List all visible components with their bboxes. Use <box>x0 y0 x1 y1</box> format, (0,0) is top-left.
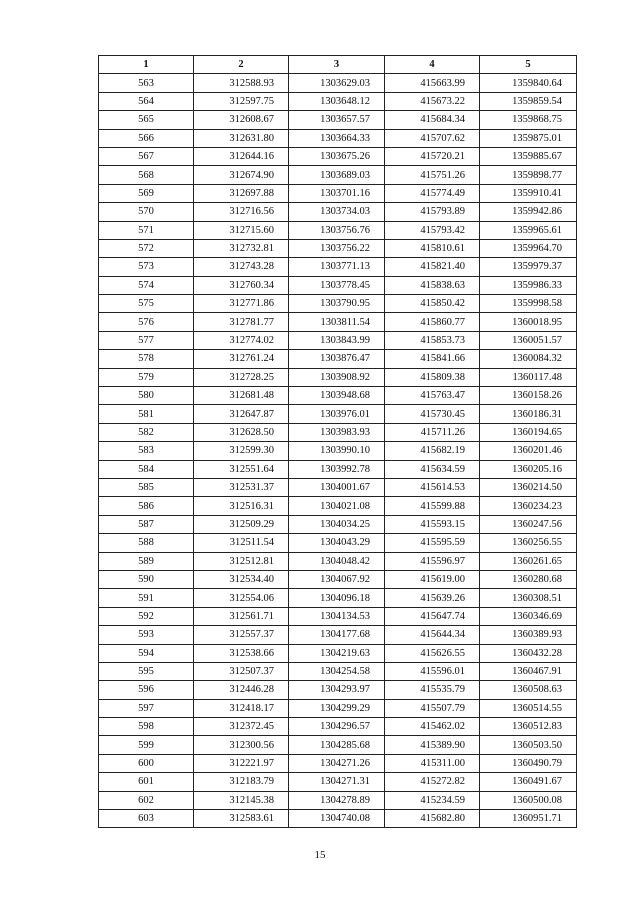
table-cell-col-3: 1304293.97 <box>289 681 385 699</box>
table-cell-col-2: 312761.24 <box>194 350 289 368</box>
table-cell-col-3: 1304096.18 <box>289 589 385 607</box>
table-cell-col-3: 1303771.13 <box>289 258 385 276</box>
table-cell-col-1: 579 <box>99 368 194 386</box>
table-cell-col-4: 415663.99 <box>385 74 480 92</box>
table-cell-col-1: 596 <box>99 681 194 699</box>
table-cell-col-2: 312531.37 <box>194 478 289 496</box>
table-cell-col-5: 1359964.70 <box>480 239 577 257</box>
table-cell-col-3: 1304034.25 <box>289 515 385 533</box>
table-cell-col-1: 568 <box>99 166 194 184</box>
table-cell-col-3: 1303657.57 <box>289 111 385 129</box>
table-cell-col-1: 580 <box>99 387 194 405</box>
table-cell-col-3: 1304021.08 <box>289 497 385 515</box>
table-cell-col-3: 1303664.33 <box>289 129 385 147</box>
table-row <box>99 184 577 202</box>
table-cell-col-5: 1360514.55 <box>480 699 577 717</box>
table-row <box>99 295 577 313</box>
header-row <box>99 56 577 74</box>
table-cell-col-5: 1360389.93 <box>480 626 577 644</box>
table-cell-col-1: 586 <box>99 497 194 515</box>
table-cell-col-2: 312599.30 <box>194 442 289 460</box>
table-cell-col-2: 312512.81 <box>194 552 289 570</box>
table-cell-col-5: 1360018.95 <box>480 313 577 331</box>
table-cell-col-4: 415860.77 <box>385 313 480 331</box>
table-cell-col-2: 312372.45 <box>194 718 289 736</box>
table-cell-col-2: 312597.75 <box>194 92 289 110</box>
table-cell-col-4: 415730.45 <box>385 405 480 423</box>
table-cell-col-3: 1303629.03 <box>289 74 385 92</box>
table-cell-col-5: 1360214.50 <box>480 478 577 496</box>
table-cell-col-3: 1303843.99 <box>289 331 385 349</box>
table-cell-col-5: 1360280.68 <box>480 570 577 588</box>
table-cell-col-4: 415462.02 <box>385 718 480 736</box>
table-row <box>99 681 577 699</box>
table-cell-col-4: 415593.15 <box>385 515 480 533</box>
table-row <box>99 111 577 129</box>
column-header-1: 1 <box>99 56 194 74</box>
table-cell-col-3: 1304254.58 <box>289 662 385 680</box>
table-cell-col-1: 597 <box>99 699 194 717</box>
table-cell-col-5: 1359885.67 <box>480 147 577 165</box>
table-cell-col-4: 415821.40 <box>385 258 480 276</box>
table-cell-col-5: 1360247.56 <box>480 515 577 533</box>
table-cell-col-5: 1359942.86 <box>480 203 577 221</box>
table-row <box>99 589 577 607</box>
table-cell-col-4: 415810.61 <box>385 239 480 257</box>
table-cell-col-4: 415838.63 <box>385 276 480 294</box>
table-cell-col-4: 415853.73 <box>385 331 480 349</box>
table-cell-col-2: 312715.60 <box>194 221 289 239</box>
table-cell-col-2: 312534.40 <box>194 570 289 588</box>
table-cell-col-2: 312760.34 <box>194 276 289 294</box>
table-cell-col-2: 312300.56 <box>194 736 289 754</box>
table-row <box>99 552 577 570</box>
table-cell-col-2: 312511.54 <box>194 534 289 552</box>
table-cell-col-5: 1359898.77 <box>480 166 577 184</box>
table-cell-col-1: 565 <box>99 111 194 129</box>
table-cell-col-5: 1360346.69 <box>480 607 577 625</box>
table-cell-col-1: 585 <box>99 478 194 496</box>
table-cell-col-3: 1303976.01 <box>289 405 385 423</box>
page-number: 15 <box>314 849 326 861</box>
table-row <box>99 221 577 239</box>
table-cell-col-2: 312507.37 <box>194 662 289 680</box>
table-cell-col-4: 415626.55 <box>385 644 480 662</box>
table-cell-col-2: 312538.66 <box>194 644 289 662</box>
table-cell-col-1: 589 <box>99 552 194 570</box>
table-row <box>99 331 577 349</box>
table-body <box>99 74 577 828</box>
table-row <box>99 258 577 276</box>
table-cell-col-3: 1304134.53 <box>289 607 385 625</box>
table-cell-col-1: 575 <box>99 295 194 313</box>
table-cell-col-1: 581 <box>99 405 194 423</box>
column-header-3: 3 <box>289 56 385 74</box>
table-cell-col-2: 312557.37 <box>194 626 289 644</box>
table-cell-col-5: 1360201.46 <box>480 442 577 460</box>
table-row <box>99 147 577 165</box>
table-cell-col-2: 312516.31 <box>194 497 289 515</box>
table-row <box>99 736 577 754</box>
table-row <box>99 405 577 423</box>
table-cell-col-5: 1360158.26 <box>480 387 577 405</box>
table-cell-col-2: 312583.61 <box>194 810 289 828</box>
table-row <box>99 810 577 828</box>
table-cell-col-2: 312561.71 <box>194 607 289 625</box>
table-cell-col-5: 1359859.54 <box>480 92 577 110</box>
table-cell-col-4: 415614.53 <box>385 478 480 496</box>
table-cell-col-4: 415850.42 <box>385 295 480 313</box>
table-cell-col-4: 415644.34 <box>385 626 480 644</box>
column-header-4: 4 <box>385 56 480 74</box>
table-row <box>99 497 577 515</box>
table-cell-col-4: 415311.00 <box>385 754 480 772</box>
table-cell-col-3: 1303648.12 <box>289 92 385 110</box>
table-cell-col-1: 573 <box>99 258 194 276</box>
table-cell-col-2: 312145.38 <box>194 791 289 809</box>
table-cell-col-5: 1359998.58 <box>480 295 577 313</box>
table-cell-col-4: 415599.88 <box>385 497 480 515</box>
table-cell-col-3: 1303790.95 <box>289 295 385 313</box>
table-cell-col-4: 415389.90 <box>385 736 480 754</box>
coordinates-table <box>98 55 577 828</box>
table-cell-col-3: 1303701.16 <box>289 184 385 202</box>
table-cell-col-3: 1304271.26 <box>289 754 385 772</box>
table-row <box>99 570 577 588</box>
table-cell-col-4: 415751.26 <box>385 166 480 184</box>
table-row <box>99 662 577 680</box>
table-cell-col-2: 312446.28 <box>194 681 289 699</box>
table-cell-col-2: 312771.86 <box>194 295 289 313</box>
table-cell-col-1: 567 <box>99 147 194 165</box>
table-cell-col-2: 312551.64 <box>194 460 289 478</box>
table-cell-col-1: 592 <box>99 607 194 625</box>
table-cell-col-1: 599 <box>99 736 194 754</box>
table-cell-col-2: 312681.48 <box>194 387 289 405</box>
table-cell-col-3: 1303778.45 <box>289 276 385 294</box>
table-cell-col-4: 415682.80 <box>385 810 480 828</box>
table-cell-col-5: 1359910.41 <box>480 184 577 202</box>
table-cell-col-4: 415793.89 <box>385 203 480 221</box>
table-cell-col-3: 1304740.08 <box>289 810 385 828</box>
table-cell-col-2: 312728.25 <box>194 368 289 386</box>
table-cell-col-4: 415639.26 <box>385 589 480 607</box>
table-cell-col-1: 566 <box>99 129 194 147</box>
table-cell-col-4: 415619.00 <box>385 570 480 588</box>
table-cell-col-2: 312732.81 <box>194 239 289 257</box>
table-cell-col-5: 1360951.71 <box>480 810 577 828</box>
table-cell-col-5: 1360117.48 <box>480 368 577 386</box>
table-cell-col-5: 1360084.32 <box>480 350 577 368</box>
table-cell-col-1: 564 <box>99 92 194 110</box>
table-cell-col-3: 1303734.03 <box>289 203 385 221</box>
table-cell-col-5: 1359979.37 <box>480 258 577 276</box>
table-cell-col-2: 312697.88 <box>194 184 289 202</box>
table-cell-col-4: 415272.82 <box>385 773 480 791</box>
table-cell-col-3: 1303756.22 <box>289 239 385 257</box>
table-cell-col-5: 1360261.65 <box>480 552 577 570</box>
table-row <box>99 718 577 736</box>
table-cell-col-5: 1360512.83 <box>480 718 577 736</box>
table-row <box>99 129 577 147</box>
table-row <box>99 387 577 405</box>
table-cell-col-5: 1359986.33 <box>480 276 577 294</box>
table-cell-col-1: 600 <box>99 754 194 772</box>
table-cell-col-3: 1303876.47 <box>289 350 385 368</box>
table-cell-col-2: 312743.28 <box>194 258 289 276</box>
table-cell-col-5: 1360500.08 <box>480 791 577 809</box>
table-row <box>99 368 577 386</box>
table-cell-col-1: 588 <box>99 534 194 552</box>
table-cell-col-1: 602 <box>99 791 194 809</box>
table-cell-col-2: 312183.79 <box>194 773 289 791</box>
table-cell-col-5: 1359868.75 <box>480 111 577 129</box>
table-cell-col-1: 570 <box>99 203 194 221</box>
table-cell-col-4: 415673.22 <box>385 92 480 110</box>
table-cell-col-4: 415720.21 <box>385 147 480 165</box>
table-cell-col-3: 1304043.29 <box>289 534 385 552</box>
table-cell-col-2: 312674.90 <box>194 166 289 184</box>
table-cell-col-3: 1304285.68 <box>289 736 385 754</box>
table-cell-col-2: 312509.29 <box>194 515 289 533</box>
table-cell-col-4: 415841.66 <box>385 350 480 368</box>
table-row <box>99 773 577 791</box>
table-cell-col-5: 1360186.31 <box>480 405 577 423</box>
table-cell-col-5: 1360194.65 <box>480 423 577 441</box>
table-cell-col-3: 1304271.31 <box>289 773 385 791</box>
table-cell-col-2: 312418.17 <box>194 699 289 717</box>
table-row <box>99 276 577 294</box>
table-cell-col-5: 1360503.50 <box>480 736 577 754</box>
table-cell-col-4: 415684.34 <box>385 111 480 129</box>
table-row <box>99 313 577 331</box>
table-cell-col-2: 312628.50 <box>194 423 289 441</box>
table-cell-col-1: 601 <box>99 773 194 791</box>
table-cell-col-3: 1304278.89 <box>289 791 385 809</box>
table-cell-col-4: 415595.59 <box>385 534 480 552</box>
table-row <box>99 791 577 809</box>
table-cell-col-4: 415596.01 <box>385 662 480 680</box>
table-cell-col-4: 415793.42 <box>385 221 480 239</box>
table-cell-col-4: 415711.26 <box>385 423 480 441</box>
table-cell-col-5: 1360234.23 <box>480 497 577 515</box>
table-cell-col-1: 576 <box>99 313 194 331</box>
table-cell-col-2: 312554.06 <box>194 589 289 607</box>
table-cell-col-4: 415535.79 <box>385 681 480 699</box>
table-cell-col-2: 312221.97 <box>194 754 289 772</box>
table-cell-col-4: 415763.47 <box>385 387 480 405</box>
table-cell-col-2: 312774.02 <box>194 331 289 349</box>
table-row <box>99 607 577 625</box>
table-cell-col-5: 1360256.55 <box>480 534 577 552</box>
table-row <box>99 239 577 257</box>
table-row <box>99 92 577 110</box>
table-cell-col-4: 415809.38 <box>385 368 480 386</box>
table-cell-col-2: 312588.93 <box>194 74 289 92</box>
table-row <box>99 478 577 496</box>
table-cell-col-3: 1303990.10 <box>289 442 385 460</box>
table-cell-col-5: 1360508.63 <box>480 681 577 699</box>
table-cell-col-3: 1304048.42 <box>289 552 385 570</box>
table-cell-col-5: 1360432.28 <box>480 644 577 662</box>
table-row <box>99 423 577 441</box>
table-cell-col-1: 577 <box>99 331 194 349</box>
table-cell-col-4: 415507.79 <box>385 699 480 717</box>
table-cell-col-4: 415707.62 <box>385 129 480 147</box>
table-cell-col-4: 415774.49 <box>385 184 480 202</box>
table-cell-col-4: 415647.74 <box>385 607 480 625</box>
table-cell-col-3: 1304299.29 <box>289 699 385 717</box>
table-cell-col-1: 569 <box>99 184 194 202</box>
table-cell-col-3: 1304219.63 <box>289 644 385 662</box>
table-row <box>99 644 577 662</box>
table-cell-col-3: 1303811.54 <box>289 313 385 331</box>
table-cell-col-3: 1303756.76 <box>289 221 385 239</box>
table-row <box>99 350 577 368</box>
table-row <box>99 754 577 772</box>
table-cell-col-4: 415682.19 <box>385 442 480 460</box>
table-cell-col-1: 591 <box>99 589 194 607</box>
table-cell-col-1: 571 <box>99 221 194 239</box>
table-row <box>99 515 577 533</box>
table-row <box>99 74 577 92</box>
table-row <box>99 442 577 460</box>
table-cell-col-5: 1360491.67 <box>480 773 577 791</box>
table-cell-col-1: 582 <box>99 423 194 441</box>
table-cell-col-3: 1303675.26 <box>289 147 385 165</box>
table-cell-col-1: 598 <box>99 718 194 736</box>
table-cell-col-5: 1360467.91 <box>480 662 577 680</box>
column-header-5: 5 <box>480 56 577 74</box>
table-cell-col-1: 594 <box>99 644 194 662</box>
table-row <box>99 203 577 221</box>
table-cell-col-1: 574 <box>99 276 194 294</box>
table-cell-col-3: 1303948.68 <box>289 387 385 405</box>
table-cell-col-3: 1304067.92 <box>289 570 385 588</box>
table-cell-col-3: 1303983.93 <box>289 423 385 441</box>
table-cell-col-3: 1303689.03 <box>289 166 385 184</box>
table-cell-col-2: 312631.80 <box>194 129 289 147</box>
table-cell-col-1: 584 <box>99 460 194 478</box>
table-cell-col-1: 583 <box>99 442 194 460</box>
table-cell-col-1: 563 <box>99 74 194 92</box>
table-row <box>99 699 577 717</box>
table-cell-col-5: 1360490.79 <box>480 754 577 772</box>
table-cell-col-2: 312608.67 <box>194 111 289 129</box>
table-cell-col-3: 1304001.67 <box>289 478 385 496</box>
table-cell-col-4: 415234.59 <box>385 791 480 809</box>
table-row <box>99 534 577 552</box>
table-row <box>99 626 577 644</box>
column-header-2: 2 <box>194 56 289 74</box>
table-cell-col-2: 312644.16 <box>194 147 289 165</box>
table-row <box>99 166 577 184</box>
table-cell-col-2: 312647.87 <box>194 405 289 423</box>
table-cell-col-5: 1359965.61 <box>480 221 577 239</box>
table-cell-col-5: 1360051.57 <box>480 331 577 349</box>
table-cell-col-1: 572 <box>99 239 194 257</box>
table-cell-col-2: 312781.77 <box>194 313 289 331</box>
table-cell-col-4: 415634.59 <box>385 460 480 478</box>
table-cell-col-1: 595 <box>99 662 194 680</box>
table-cell-col-4: 415596.97 <box>385 552 480 570</box>
table-cell-col-3: 1303992.78 <box>289 460 385 478</box>
table-cell-col-5: 1360308.51 <box>480 589 577 607</box>
table-cell-col-5: 1359840.64 <box>480 74 577 92</box>
table-cell-col-1: 590 <box>99 570 194 588</box>
table-cell-col-3: 1304296.57 <box>289 718 385 736</box>
table-cell-col-5: 1359875.01 <box>480 129 577 147</box>
table-cell-col-3: 1304177.68 <box>289 626 385 644</box>
table-cell-col-1: 603 <box>99 810 194 828</box>
table-header <box>99 56 577 74</box>
table-cell-col-1: 593 <box>99 626 194 644</box>
table-cell-col-1: 587 <box>99 515 194 533</box>
table-cell-col-3: 1303908.92 <box>289 368 385 386</box>
table-cell-col-1: 578 <box>99 350 194 368</box>
table-cell-col-2: 312716.56 <box>194 203 289 221</box>
table-row <box>99 460 577 478</box>
table-cell-col-5: 1360205.16 <box>480 460 577 478</box>
